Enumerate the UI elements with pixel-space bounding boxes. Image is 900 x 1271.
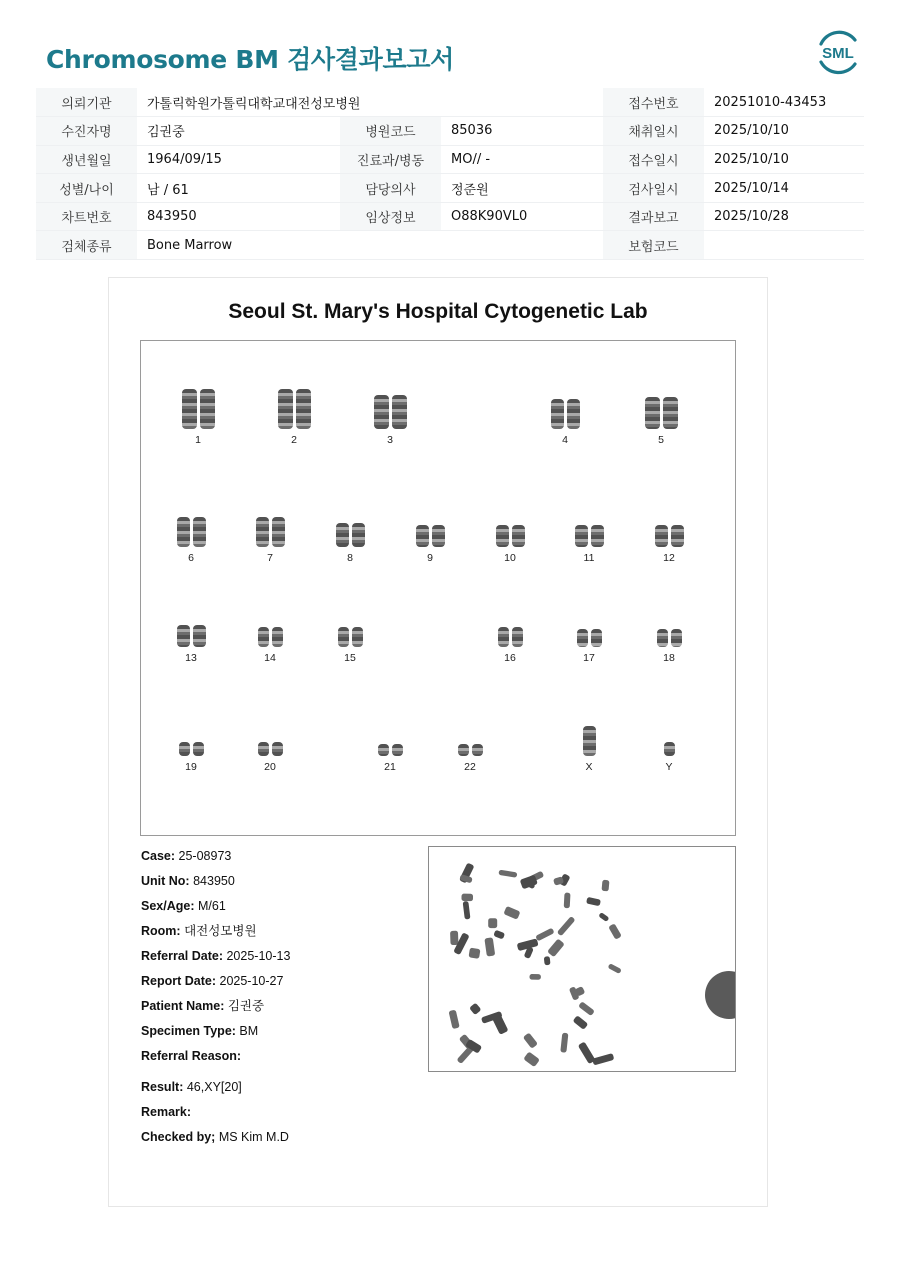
chromosome-shape — [177, 625, 190, 647]
chromosome-shape — [179, 742, 190, 756]
chromosome-shape — [512, 627, 523, 647]
info-row — [36, 88, 864, 117]
chromosome-number: 1 — [195, 434, 201, 446]
patient-name-row: Patient Name: 김권중 — [141, 999, 265, 1013]
chromosome-shape — [663, 397, 678, 429]
karyotype-report — [108, 277, 768, 1207]
checked-by-value: MS Kim M.D — [218, 1130, 289, 1144]
chromosome-number: 14 — [264, 652, 276, 664]
metaphase-chromosome — [449, 1010, 460, 1029]
reason-row: Referral Reason: — [141, 1049, 242, 1063]
chromosome-14 — [230, 601, 310, 664]
page-title: Chromosome BM 검사결과보고서 — [46, 45, 455, 74]
chromosome-shape — [392, 744, 403, 756]
chromosome-shape — [352, 627, 363, 647]
chromosome-21 — [350, 710, 430, 773]
info-value: 김권중 — [137, 117, 340, 146]
info-value: 가톨릭학원가톨릭대학교대전성모병원 — [137, 88, 603, 117]
chromosome-11 — [549, 501, 629, 564]
info-label: 담당의사 — [340, 174, 441, 203]
chromosome-12 — [629, 501, 709, 564]
chromosome-shape — [374, 395, 389, 429]
chromosome-shape — [392, 395, 407, 429]
chromosome-shape — [498, 627, 509, 647]
metaphase-chromosome — [578, 1001, 595, 1016]
specimen-value: BM — [239, 1024, 259, 1038]
info-row — [36, 145, 864, 174]
info-label: 병원코드 — [340, 117, 441, 146]
specimen-row: Specimen Type: BM — [141, 1024, 259, 1038]
info-label: 의뢰기관 — [36, 88, 137, 117]
chromosome-6 — [151, 501, 231, 564]
chromosome-7 — [230, 501, 310, 564]
chromosome-number: X — [585, 761, 593, 773]
chromosome-number: 19 — [185, 761, 197, 773]
info-label: 임상정보 — [340, 202, 441, 231]
info-value: 20251010-43453 — [704, 88, 864, 117]
info-value: 정준원 — [441, 174, 603, 203]
info-label: 결과보고 — [603, 202, 704, 231]
room-row: Room: 대전성모병원 — [141, 924, 257, 938]
chromosome-shape — [575, 525, 588, 547]
chromosome-number: 9 — [427, 552, 433, 564]
result-value: 46,XY[20] — [186, 1080, 242, 1094]
info-value: 남 / 61 — [137, 174, 340, 203]
metaphase-chromosome — [469, 1003, 481, 1016]
chromosome-number: 12 — [663, 552, 675, 564]
info-label: 채취일시 — [603, 117, 704, 146]
chromosome-number: 17 — [583, 652, 595, 664]
result-row: Result: 46,XY[20] — [141, 1080, 242, 1094]
chromosome-number: 20 — [264, 761, 276, 773]
chromosome-number: 7 — [267, 552, 273, 564]
metaphase-chromosome — [520, 875, 538, 890]
chromosome-number: 5 — [658, 434, 664, 446]
chromosome-shape — [671, 629, 682, 647]
case-value: 25-08973 — [178, 849, 232, 863]
chromosome-19 — [151, 710, 231, 773]
info-label: 수진자명 — [36, 117, 137, 146]
chromosome-4 — [525, 383, 605, 446]
chromosome-shape — [200, 389, 215, 429]
chromosome-shape — [193, 625, 206, 647]
chromosome-shape — [472, 744, 483, 756]
info-label: 검체종류 — [36, 231, 137, 260]
chromosome-16 — [470, 601, 550, 664]
info-value: 1964/09/15 — [137, 145, 340, 174]
chromosome-shape — [336, 523, 349, 547]
case-row: Case: 25-08973 — [141, 849, 232, 863]
metaphase-chromosome — [608, 963, 622, 974]
chromosome-shape — [551, 399, 564, 429]
info-label — [340, 231, 441, 260]
chromosome-shape — [193, 742, 204, 756]
chromosome-shape — [258, 627, 269, 647]
metaphase-chromosome — [544, 956, 551, 965]
chromosome-shape — [577, 629, 588, 647]
metaphase-chromosome — [564, 893, 571, 909]
metaphase-chromosome — [523, 1051, 540, 1067]
chromosome-shape — [272, 517, 285, 547]
sexage-row: Sex/Age: M/61 — [141, 899, 226, 913]
metaphase-chromosome — [529, 974, 540, 980]
info-value — [441, 231, 603, 260]
metaphase-chromosome — [503, 906, 520, 920]
chromosome-shape — [256, 517, 269, 547]
info-value — [704, 231, 864, 260]
report-date-value: 2025-10-27 — [219, 974, 284, 988]
metaphase-chromosome — [608, 923, 622, 940]
metaphase-image — [428, 846, 736, 1072]
chromosome-shape — [583, 726, 596, 756]
info-value: Bone Marrow — [137, 231, 340, 260]
chromosome-15 — [310, 601, 390, 664]
info-value: 2025/10/14 — [704, 174, 864, 203]
sml-logo — [813, 28, 863, 76]
chromosome-shape — [664, 742, 675, 756]
info-label: 검사일시 — [603, 174, 704, 203]
metaphase-chromosome — [573, 1015, 589, 1030]
info-label: 성별/나이 — [36, 174, 137, 203]
chromosome-18 — [629, 601, 709, 664]
patient-details — [141, 848, 290, 1154]
metaphase-chromosome — [450, 931, 458, 945]
chromosome-3 — [350, 383, 430, 446]
chromosome-number: 6 — [188, 552, 194, 564]
room-value: 대전성모병원 — [184, 924, 257, 938]
info-label: 접수번호 — [603, 88, 704, 117]
metaphase-chromosome — [523, 1032, 538, 1048]
chromosome-13 — [151, 601, 231, 664]
chromosome-number: 8 — [347, 552, 353, 564]
chromosome-number: 2 — [291, 434, 297, 446]
info-value: O88K90VL0 — [441, 202, 603, 231]
chromosome-shape — [591, 629, 602, 647]
chromosome-number: 21 — [384, 761, 396, 773]
info-value: MO// - — [441, 145, 603, 174]
referral-date-value: 2025-10-13 — [226, 949, 291, 963]
chromosome-shape — [655, 525, 668, 547]
chromosome-shape — [272, 742, 283, 756]
info-row — [36, 231, 864, 260]
unit-value: 843950 — [193, 874, 235, 888]
metaphase-chromosome — [498, 870, 517, 878]
info-value: 2025/10/10 — [704, 117, 864, 146]
chromosome-shape — [182, 389, 197, 429]
metaphase-chromosome — [560, 1033, 568, 1053]
metaphase-chromosome — [463, 901, 471, 920]
chromosome-17 — [549, 601, 629, 664]
metaphase-chromosome — [598, 912, 609, 922]
chromosome-22 — [430, 710, 510, 773]
info-value: 843950 — [137, 202, 340, 231]
chromosome-number: 10 — [504, 552, 516, 564]
chromosome-y — [629, 710, 709, 773]
info-value: 2025/10/28 — [704, 202, 864, 231]
chromosome-shape — [177, 517, 190, 547]
patient-name-value: 김권중 — [227, 999, 265, 1013]
chromosome-number: 11 — [583, 552, 595, 564]
chromosome-shape — [352, 523, 365, 547]
info-value: 85036 — [441, 117, 603, 146]
chromosome-shape — [432, 525, 445, 547]
chromosome-number: 15 — [344, 652, 356, 664]
remark-row: Remark: — [141, 1105, 192, 1119]
info-label: 접수일시 — [603, 145, 704, 174]
chromosome-shape — [416, 525, 429, 547]
chromosome-number: Y — [665, 761, 673, 773]
chromosome-shape — [296, 389, 311, 429]
metaphase-chromosome — [468, 948, 480, 959]
chromosome-1 — [158, 383, 238, 446]
checked-by-row: Checked by; MS Kim M.D — [141, 1130, 289, 1144]
chromosome-shape — [458, 744, 469, 756]
chromosome-shape — [645, 397, 660, 429]
chromosome-9 — [390, 501, 470, 564]
chromosome-shape — [378, 744, 389, 756]
chromosome-10 — [470, 501, 550, 564]
chromosome-shape — [512, 525, 525, 547]
chromosome-number: 4 — [562, 434, 568, 446]
referral-date-row: Referral Date: 2025-10-13 — [141, 949, 291, 963]
metaphase-chromosome — [488, 918, 497, 928]
chromosome-20 — [230, 710, 310, 773]
chromosome-5 — [621, 383, 701, 446]
info-row — [36, 174, 864, 203]
patient-info-table — [36, 88, 864, 260]
report-date-row: Report Date: 2025-10-27 — [141, 974, 284, 988]
chromosome-shape — [193, 517, 206, 547]
metaphase-chromosome — [535, 928, 554, 942]
chromosome-number: 13 — [185, 652, 197, 664]
metaphase-chromosome — [592, 1053, 614, 1065]
info-label: 보험코드 — [603, 231, 704, 260]
info-row — [36, 202, 864, 231]
info-row — [36, 117, 864, 146]
info-label: 진료과/병동 — [340, 145, 441, 174]
chromosome-shape — [338, 627, 349, 647]
chromosome-number: 16 — [504, 652, 516, 664]
info-value: 2025/10/10 — [704, 145, 864, 174]
karyogram-panel — [140, 340, 736, 836]
info-label: 차트번호 — [36, 202, 137, 231]
chromosome-x — [549, 710, 629, 773]
chromosome-shape — [496, 525, 509, 547]
sexage-value: M/61 — [197, 899, 226, 913]
metaphase-chromosome — [484, 937, 495, 956]
logo-text: SML — [822, 45, 854, 62]
chromosome-number: 22 — [464, 761, 476, 773]
chromosome-shape — [567, 399, 580, 429]
chromosome-shape — [258, 742, 269, 756]
chromosome-shape — [657, 629, 668, 647]
chromosome-shape — [671, 525, 684, 547]
chromosome-number: 18 — [663, 652, 675, 664]
lab-title: Seoul St. Mary's Hospital Cytogenetic Lab — [228, 300, 648, 323]
unit-row: Unit No: 843950 — [141, 874, 235, 888]
metaphase-chromosome — [586, 897, 601, 906]
interphase-nucleus — [705, 971, 735, 1019]
chromosome-number: 3 — [387, 434, 393, 446]
chromosome-shape — [278, 389, 293, 429]
metaphase-chromosome — [493, 930, 505, 940]
chromosome-shape — [591, 525, 604, 547]
info-label: 생년월일 — [36, 145, 137, 174]
metaphase-chromosome — [461, 894, 473, 902]
chromosome-2 — [254, 383, 334, 446]
chromosome-8 — [310, 501, 390, 564]
metaphase-chromosome — [547, 938, 565, 957]
metaphase-chromosome — [602, 880, 610, 892]
chromosome-shape — [272, 627, 283, 647]
metaphase-chromosome — [557, 916, 576, 936]
